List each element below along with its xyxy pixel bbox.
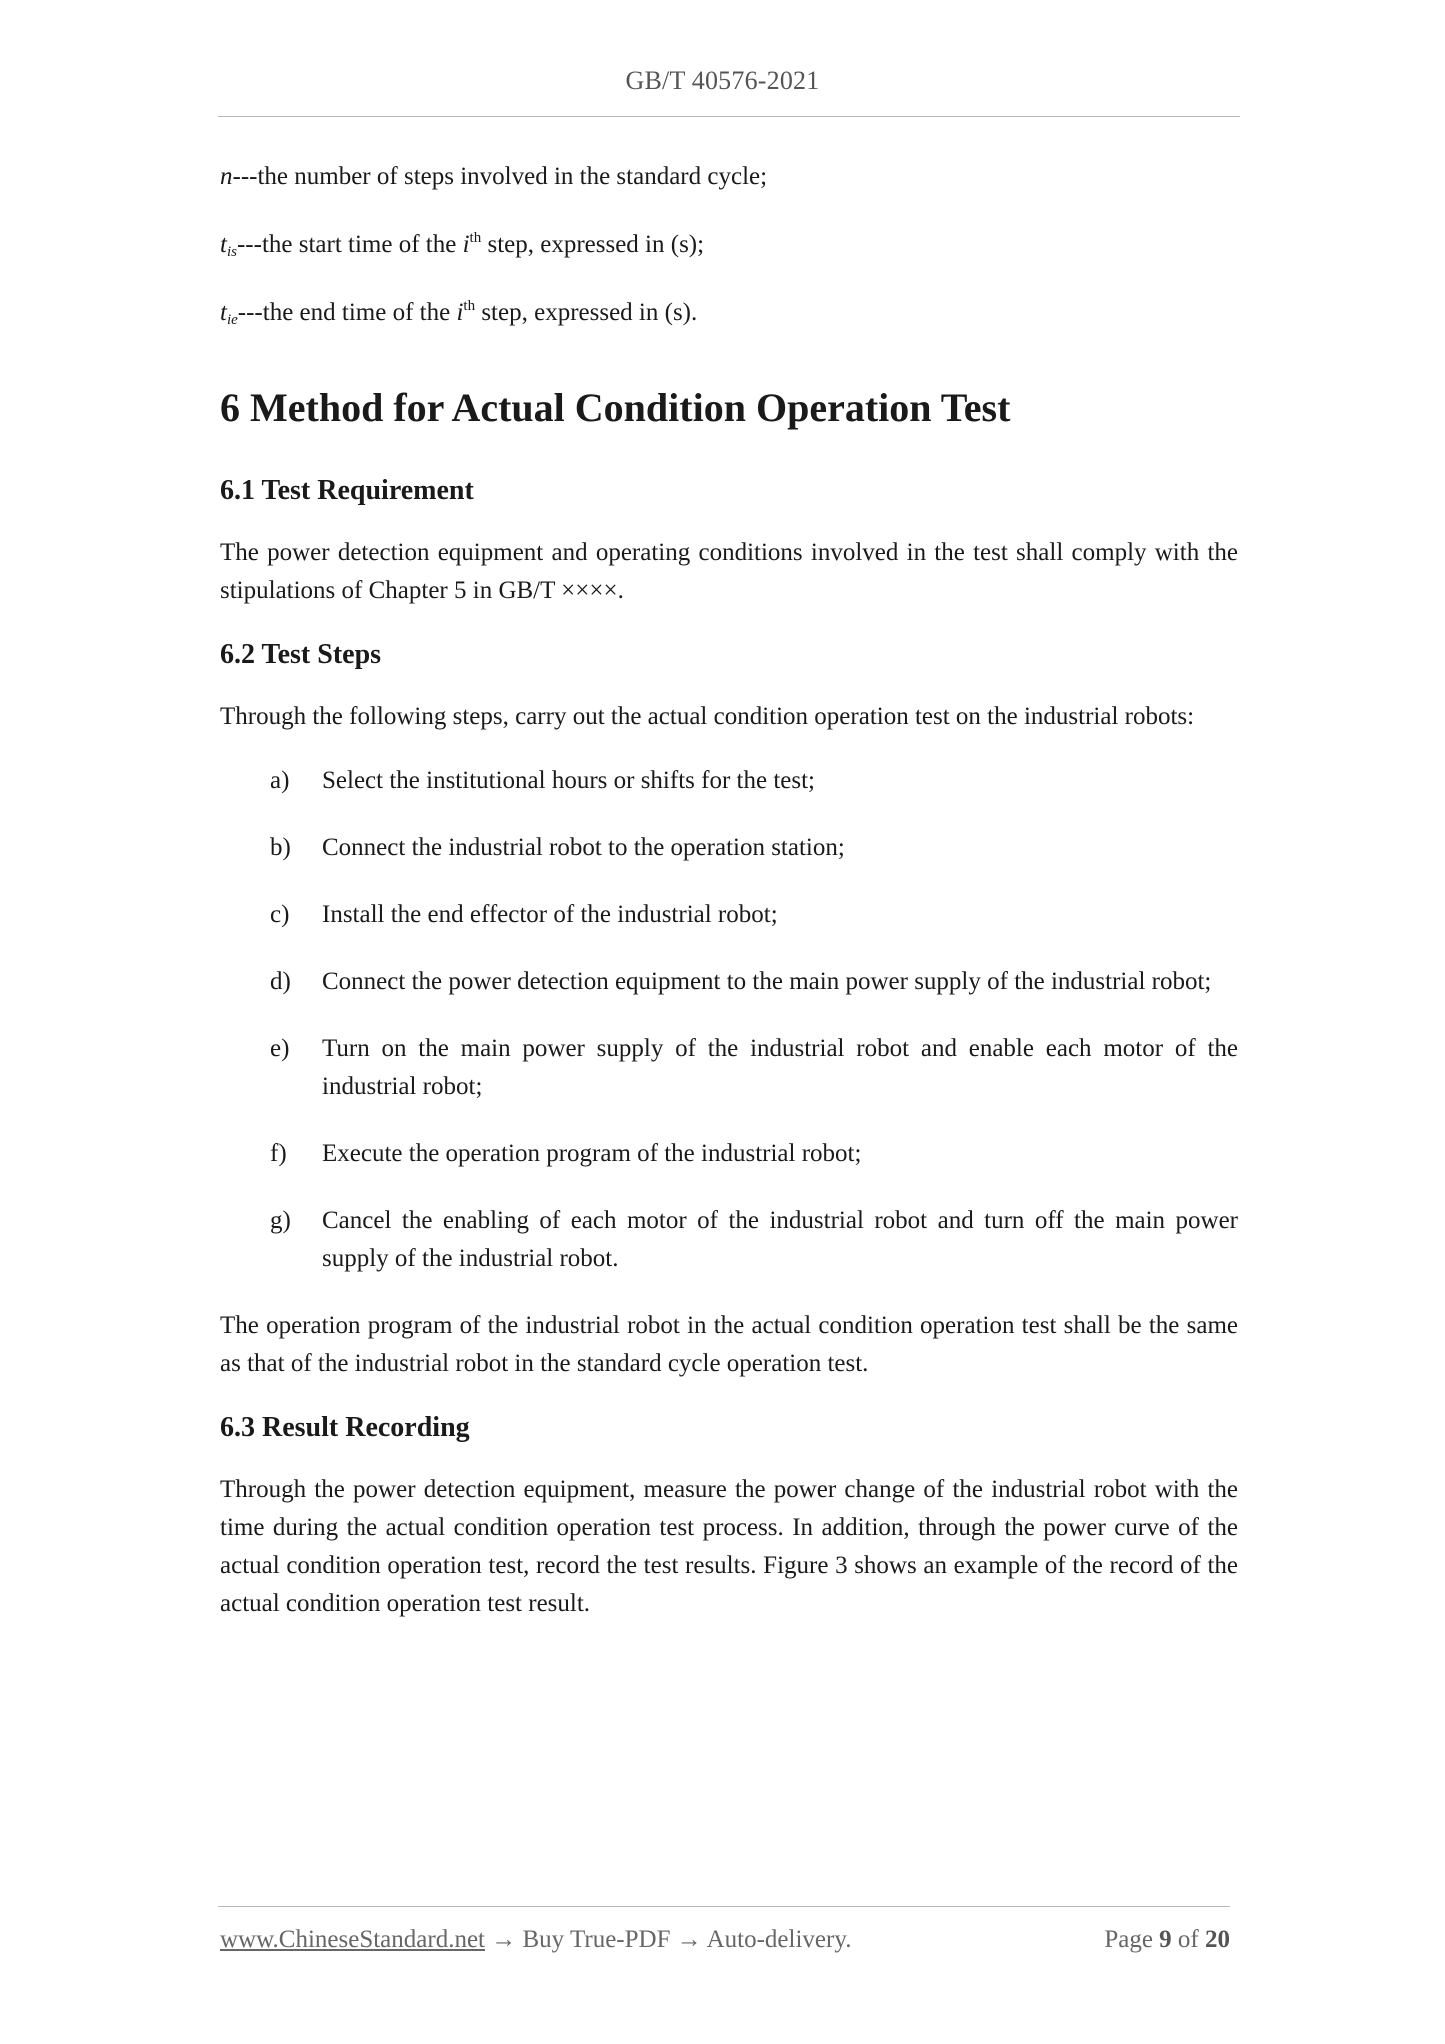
list-item bbox=[220, 963, 1238, 1001]
page-footer bbox=[220, 1926, 1230, 1954]
page-content bbox=[220, 158, 1238, 1649]
definition-superscript: th bbox=[469, 230, 482, 246]
list-item bbox=[220, 1030, 1238, 1106]
list-marker: f) bbox=[270, 1140, 287, 1167]
footer-left bbox=[220, 1926, 851, 1954]
definition-subscript: ie bbox=[226, 312, 238, 328]
definition-symbol: t bbox=[220, 231, 227, 258]
list-item-text: Cancel the enabling of each motor of the industrial robot and turn off the main power supply of the industrial robot. bbox=[322, 1207, 1238, 1272]
list-marker: e) bbox=[270, 1035, 290, 1062]
list-item bbox=[220, 896, 1238, 934]
list-item bbox=[220, 1135, 1238, 1173]
definition-n bbox=[220, 158, 1238, 196]
list-item bbox=[220, 829, 1238, 867]
definition-subscript: is bbox=[226, 244, 237, 260]
paragraph-test-steps-intro: Through the following steps, carry out the actual condition operation test on the industrial robots: bbox=[220, 703, 1195, 730]
list-marker: c) bbox=[270, 901, 290, 928]
footer-buy-text: Buy True-PDF bbox=[522, 1926, 671, 1953]
definition-superscript: th bbox=[463, 298, 476, 314]
list-item-text: Connect the power detection equipment to the main power supply of the industrial robot; bbox=[322, 968, 1212, 995]
paragraph-test-requirement: The power detection equipment and operating conditions involved in the test shall comply with the stipulations of Chapter 5 in GB/T ××××. bbox=[220, 539, 1238, 604]
definition-text: ---the end time of the bbox=[237, 299, 457, 326]
arrow-right-icon: → bbox=[676, 1926, 702, 1953]
definition-text-tail: step, expressed in (s); bbox=[481, 231, 705, 258]
paragraph-result-recording: Through the power detection equipment, measure the power change of the industrial robot with the time during the actual condition operation test process. In addition, through the power curve of the actual condition operation test, record the test results. Figure 3 shows an example of the record of the actual condition operation test result. bbox=[220, 1476, 1238, 1617]
list-item bbox=[220, 1202, 1238, 1278]
subsection-heading-6-1: 6.1 Test Requirement bbox=[220, 475, 474, 506]
section-title: 6 Method for Actual Condition Operation Test bbox=[220, 385, 1011, 430]
page-label: Page bbox=[1104, 1926, 1153, 1953]
list-item-text: Connect the industrial robot to the operation station; bbox=[322, 834, 845, 861]
page-of-label: of bbox=[1177, 1926, 1199, 1953]
paragraph-test-steps-closing: The operation program of the industrial robot in the actual condition operation test shall be the same as that of the industrial robot in the standard cycle operation test. bbox=[220, 1312, 1238, 1377]
list-item-text: Select the institutional hours or shifts for the test; bbox=[322, 767, 815, 794]
list-item bbox=[220, 762, 1238, 800]
definition-index-symbol: i bbox=[456, 299, 464, 326]
test-steps-list bbox=[220, 762, 1238, 1278]
list-marker: b) bbox=[270, 834, 291, 861]
page-total: 20 bbox=[1205, 1926, 1230, 1953]
definition-text: ---the start time of the bbox=[236, 231, 463, 258]
website-link[interactable]: www.ChineseStandard.net bbox=[220, 1926, 485, 1953]
definition-symbol: n bbox=[220, 163, 233, 190]
page-number: 9 bbox=[1159, 1926, 1172, 1953]
list-marker: g) bbox=[270, 1207, 291, 1234]
list-item-text: Execute the operation program of the industrial robot; bbox=[322, 1140, 862, 1167]
header-divider bbox=[218, 116, 1240, 117]
definition-text: ---the number of steps involved in the standard cycle; bbox=[232, 163, 768, 190]
definition-text-tail: step, expressed in (s). bbox=[475, 299, 698, 326]
list-marker: d) bbox=[270, 968, 291, 995]
definition-index-symbol: i bbox=[462, 231, 470, 258]
list-item-text: Turn on the main power supply of the industrial robot and enable each motor of the industrial robot; bbox=[322, 1035, 1238, 1100]
subsection-heading-6-2: 6.2 Test Steps bbox=[220, 639, 382, 670]
subsection-heading-6-3: 6.3 Result Recording bbox=[220, 1412, 470, 1443]
arrow-right-icon: → bbox=[491, 1926, 517, 1953]
document-header-title: GB/T 40576-2021 bbox=[625, 66, 820, 95]
list-marker: a) bbox=[270, 767, 290, 794]
definition-tie bbox=[220, 294, 1238, 332]
page-indicator bbox=[1104, 1926, 1230, 1954]
list-item-text: Install the end effector of the industrial robot; bbox=[322, 901, 778, 928]
footer-delivery-text: Auto-delivery. bbox=[706, 1926, 852, 1953]
footer-divider bbox=[218, 1906, 1230, 1907]
definition-tis bbox=[220, 226, 1238, 264]
definition-symbol: t bbox=[220, 299, 227, 326]
